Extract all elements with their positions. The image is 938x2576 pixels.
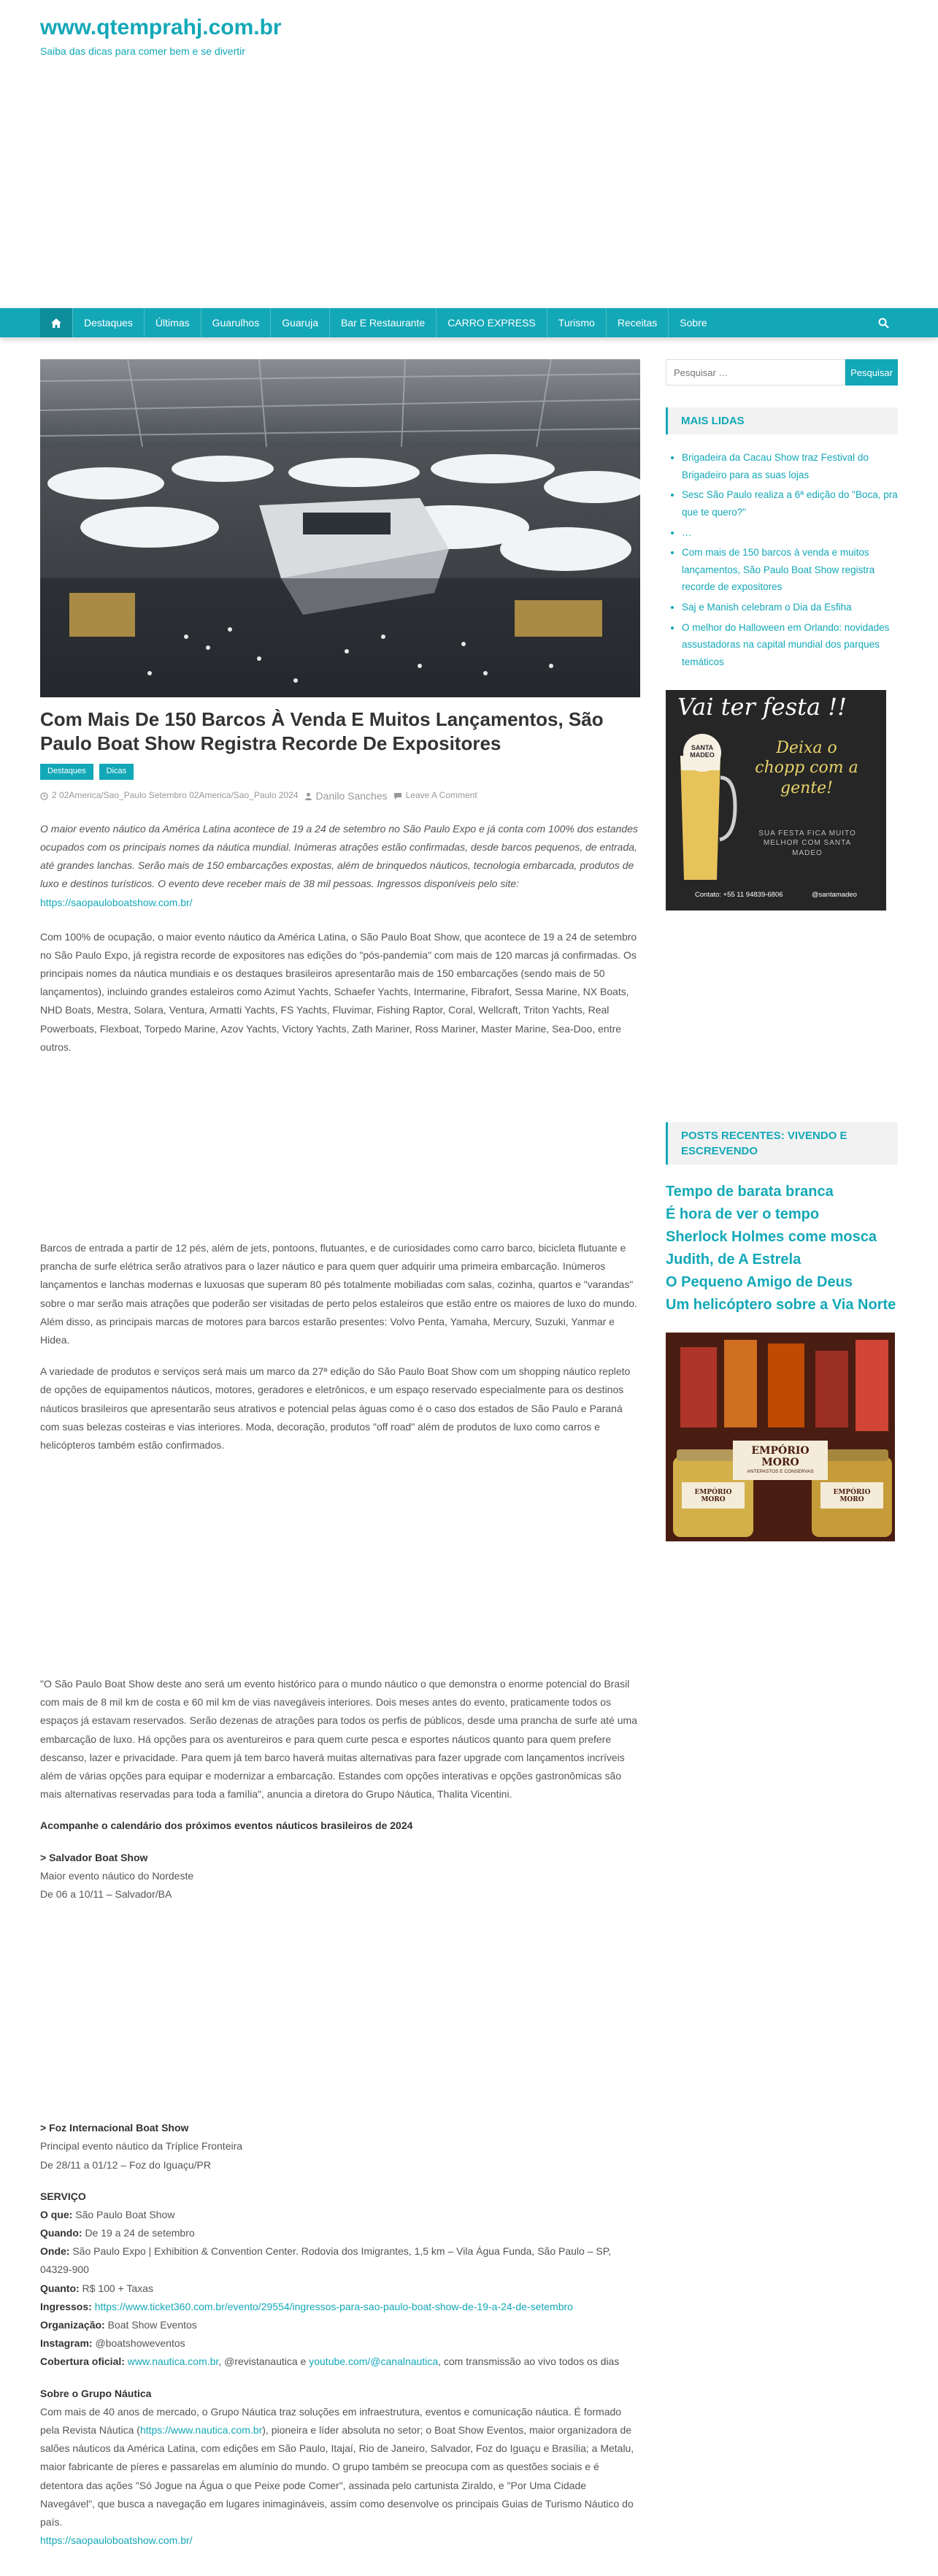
recent-posts-list [666, 1181, 898, 1316]
main-navigation [0, 308, 938, 337]
search-form [666, 359, 898, 386]
event-salvador: > Salvador Boat Show Maior evento náutico do Nordeste De 06 a 10/11 – Salvador/BA [40, 1851, 194, 1900]
article [40, 359, 640, 2550]
emporio-moro-ad[interactable] [666, 1333, 895, 1541]
clock-icon [40, 792, 48, 800]
article-meta [40, 787, 640, 805]
post-comments[interactable]: Leave A Comment [393, 788, 477, 804]
recent-post[interactable]: O Pequeno Amigo de Deus [666, 1273, 853, 1290]
paragraph-4: "O São Paulo Boat Show deste ano será um evento histórico para o mundo náutico o que demonstra o enorme potencial do Brasil com mais de 8 mil km de costa e 60 mil km de vias navegáveis interiores. Dois meses antes do evento, praticamente todos os espaços já estavam reservados. Serão dezenas de atrações para todos os perfis de públicos, desde uma prancha de surfe até uma embarcação de luxo. Há opções para os aventureiros e para quem curte pesca e esportes náuticos quanto para quem prefere descanso, lazer e privacidade. Para quem já tem barco haverá muitas alternativas para fazer upgrade com lançamentos incríveis além de várias opções para equipar e modernizar a embarcação. Estandes com opções interativas e opções gastronômicas são mais alternativas reservadas para toda a família", anuncia a diretora do Grupo Náutica, Thalita Vicentini. [40, 1678, 637, 1801]
nav-item-sobre[interactable]: Sobre [668, 308, 718, 337]
site-description: Saiba das dicas para comer bem e se divertir [40, 45, 245, 57]
nav-item-bar-restaurante[interactable]: Bar E Restaurante [329, 308, 436, 337]
post-author[interactable]: Danilo Sanches [304, 787, 388, 805]
ad-contact: Contato: +55 11 94839-6806 [695, 890, 783, 899]
featured-image [40, 359, 640, 697]
user-icon [304, 792, 312, 800]
santa-madeo-ad[interactable] [666, 690, 886, 911]
list-item[interactable]: • O melhor do Halloween em Orlando: novidades assustadoras na capital mundial dos parques temáticos [682, 619, 898, 671]
ad-space [40, 1057, 640, 1239]
recent-posts-title: POSTS RECENTES: VIVENDO E ESCREVENDO [666, 1122, 898, 1165]
nav-item-receitas[interactable]: Receitas [606, 308, 668, 337]
ad-headline: Vai ter festa !! [677, 692, 847, 721]
jar-label: EMPÓRIO MORO [833, 1488, 871, 1504]
article-title: Com Mais De 150 Barcos À Venda E Muitos Lançamentos, São Paulo Boat Show Registra Recorde De Expositores [40, 708, 604, 754]
nav-item-turismo[interactable]: Turismo [547, 308, 606, 337]
ad-handle: @santamadeo [812, 890, 857, 899]
ad-sub: SUA FESTA FICA MUITO MELHOR COM SANTA MADEO [758, 829, 856, 857]
nav-item-carro-express[interactable]: CARRO EXPRESS [436, 308, 547, 337]
ad-space [40, 1454, 640, 1675]
nav-item-guaruja[interactable]: Guaruja [270, 308, 329, 337]
category-list [40, 764, 640, 780]
list-item[interactable]: • Com mais de 150 barcos à venda e muitos lançamentos, São Paulo Boat Show registra recorde de expositores [682, 544, 898, 596]
service-info: SERVIÇO O que: São Paulo Boat Show Quando: De 19 a 24 de setembro Onde: São Paulo Expo | Exhibition & Convention Center. Rodovia dos Imigrantes, 1,5 km – Vila Água Funda, São Paulo – SP, 04329-900 Quanto: R$ 100 + Taxas Ingressos: https://www.ticket360.com.br/evento/29554/ingressos-para-sao-paulo-boat-show-de-19-a-24-de-setembro Organização: Boat Show Eventos Instagram: @boatshoweventos Cobertura oficial: www.nautica.com.br, @revistanautica e youtube.com/@canalnautica, com transmissão ao vivo todos os dias [40, 2190, 620, 2368]
comment-icon [393, 792, 402, 800]
jar-label: EMPÓRIO MORO [694, 1488, 732, 1504]
site-title[interactable]: www.qtemprahj.com.br [40, 15, 282, 39]
nav-item-ultimas[interactable]: Últimas [144, 308, 201, 337]
about-grupo-nautica: Sobre o Grupo Náutica Com mais de 40 anos de mercado, o Grupo Náutica traz soluções em infraestrutura, eventos e comunicação náutica. É formado pela Revista Náutica (https://www.nautica.com.br), pioneira e líder absoluta no setor; o Boat Show Eventos, maior organizadora de salões náuticos da América Latina, com edições em São Paulo, Itajaí, Rio de Janeiro, Salvador, Foz do Iguaçu e Brasília; a Metalu, maior fabricante de píeres e passarelas em alumínio do mundo. O grupo também se preocupa com as questões sociais e é detentora das ações "Só Jogue na Água o que Peixe pode Comer", assinada pelo cartunista Ziraldo, e "Por Uma Cidade Navegável", que busca a navegação em lugares inimagináveis, assim como desenvolve os principais Guias de Turismo Náutico do país. https://saopauloboatshow.com.br/ [40, 2387, 634, 2547]
ad-space [40, 1904, 640, 2119]
lead-link[interactable]: https://saopauloboatshow.com.br/ [40, 896, 193, 908]
nav-item-guarulhos[interactable]: Guarulhos [201, 308, 271, 337]
recent-post[interactable]: Judith, de A Estrela [666, 1251, 801, 1268]
calendar-heading: Acompanhe o calendário dos próximos eventos náuticos brasileiros de 2024 [40, 1820, 413, 1832]
paragraph-1: Com 100% de ocupação, o maior evento náutico da América Latina, o São Paulo Boat Show, que acontece de 19 a 24 de setembro no São Paulo Expo, já registra recorde de expositores nas edições do "pós-pandemia" com mais de 120 marcas já confirmadas. Os principais nomes da náutica mundiais e os destaques brasileiros apresentarão mais de 150 embarcações (sendo mais de 50 lançamentos), incluindo grandes estaleiros como Azimut Yachts, Schaefer Yachts, Intermarine, Fibrafort, Sessa Marine, NX Boats, NHD Boats, Mestra, Solara, Ventura, Armatti Yachts, FS Yachts, Fluvimar, Fishing Raptor, Coral, Wellcraft, Triton Yachts, Real Powerboats, Flexboat, Torpedo Marine, Azov Yachts, Victory Yachts, Zath Mariner, Ross Mariner, Master Marine, Sea-Doo, entre outros. [40, 930, 637, 1053]
ad-tagline: Deixa o chopp com a gente! [755, 738, 858, 797]
list-item[interactable]: • Sesc São Paulo realiza a 6ª edição do "Boca, pra que te quero?" [682, 486, 898, 521]
category-dicas[interactable]: Dicas [99, 764, 134, 780]
emporio-logo: EMPÓRIO MORO ANTEPASTOS E CONSERVAS [733, 1441, 828, 1480]
youtube-link[interactable]: youtube.com/@canalnautica [309, 2355, 439, 2368]
sidebar [666, 359, 898, 1541]
article-lead: O maior evento náutico da América Latina acontece de 19 a 24 de setembro no São Paulo Expo e já conta com 100% dos estandes ocupados com os principais nomes da náutica mundial. Inúmeras atrações estão confirmadas, desde barcos pequenos, de entrada, até grandes lanchas. Serão mais de 150 embarcações expostas, além de brinquedos náuticos, tecnologia embarcada, produtos de luxo e destinos turísticos. O evento deve receber mais de 38 mil pessoas. Ingressos disponíveis pelo site: https://saopauloboatshow.com.br/ [40, 822, 638, 908]
post-date[interactable]: 2 02America/Sao_Paulo Setembro 02America/Sao_Paulo 2024 [40, 788, 299, 804]
tickets-link[interactable]: https://www.ticket360.com.br/evento/29554/ingressos-para-sao-paulo-boat-show-de-19-a-24-de-setembro [94, 2300, 573, 2312]
site-header [0, 0, 938, 307]
search-button[interactable]: Pesquisar [845, 359, 898, 386]
category-destaques[interactable]: Destaques [40, 764, 93, 780]
event-foz: > Foz Internacional Boat Show Principal evento náutico da Tríplice Fronteira De 28/11 a 01/12 – Foz do Iguaçu/PR [40, 2122, 243, 2171]
list-item[interactable]: • Brigadeira da Cacau Show traz Festival do Brigadeiro para as suas lojas [682, 449, 898, 483]
mais-lidas-list [666, 449, 898, 671]
mais-lidas-title: MAIS LIDAS [666, 407, 898, 434]
recent-post[interactable]: Sherlock Holmes come mosca [666, 1228, 877, 1245]
search-input[interactable] [666, 359, 845, 386]
paragraph-2: Barcos de entrada a partir de 12 pés, além de jets, pontoons, flutuantes, e de curiosidades como carro barco, bicicleta flutuante e prancha de surfe elétrica serão atrativos para o lazer náutico e para quem quer adquirir uma primeira embarcação. Inúmeros lançamentos e lanchas modernas e luxuosas que superam 80 pés totalmente mobiliadas com salas, cozinha, quartos e "varandas" sobre o mar serão mais atrações que poderão ser visitadas de perto pelos estaleiros que estão entre os maiores de luxo do mundo. Além disso, as principais marcas de motores para barcos estarão presentes: Volvo Penta, Yamaha, Mercury, Suzuki, Yanmar e Hidea. [40, 1242, 637, 1346]
grupo-link[interactable]: https://www.nautica.com.br [139, 2423, 263, 2436]
recent-post[interactable]: Tempo de barata branca [666, 1183, 834, 1200]
home-icon[interactable] [40, 308, 72, 337]
final-link[interactable]: https://saopauloboatshow.com.br/ [40, 2534, 193, 2547]
recent-post[interactable]: Um helicóptero sobre a Via Norte [666, 1296, 896, 1313]
paragraph-3: A variedade de produtos e serviços será mais um marco da 27ª edição do São Paulo Boat Show com um shopping náutico repleto de opções de equipamentos náuticos, motores, geradores e eletrônicos, e um espaço reservado especialmente para os destinos náuticos brasileiros que apresentarão seus atrativos e potencial pelas águas como é o caso dos estados de São Paulo e Paraná com suas belezas costeiras e vias interiores. Moda, decoração, produtos "off road" além de produtos de luxo como carros e helicópteros também estão confirmados. [40, 1365, 631, 1451]
list-item[interactable]: • … [682, 524, 898, 542]
nav-item-destaques[interactable]: Destaques [72, 308, 144, 337]
nautica-link[interactable]: www.nautica.com.br [127, 2355, 219, 2368]
list-item[interactable]: • Saj e Manish celebram o Dia da Esfiha [682, 599, 898, 616]
search-icon[interactable] [869, 308, 898, 337]
santa-madeo-logo: SANTA MADEO [683, 734, 721, 772]
recent-post[interactable]: É hora de ver o tempo [666, 1205, 820, 1222]
